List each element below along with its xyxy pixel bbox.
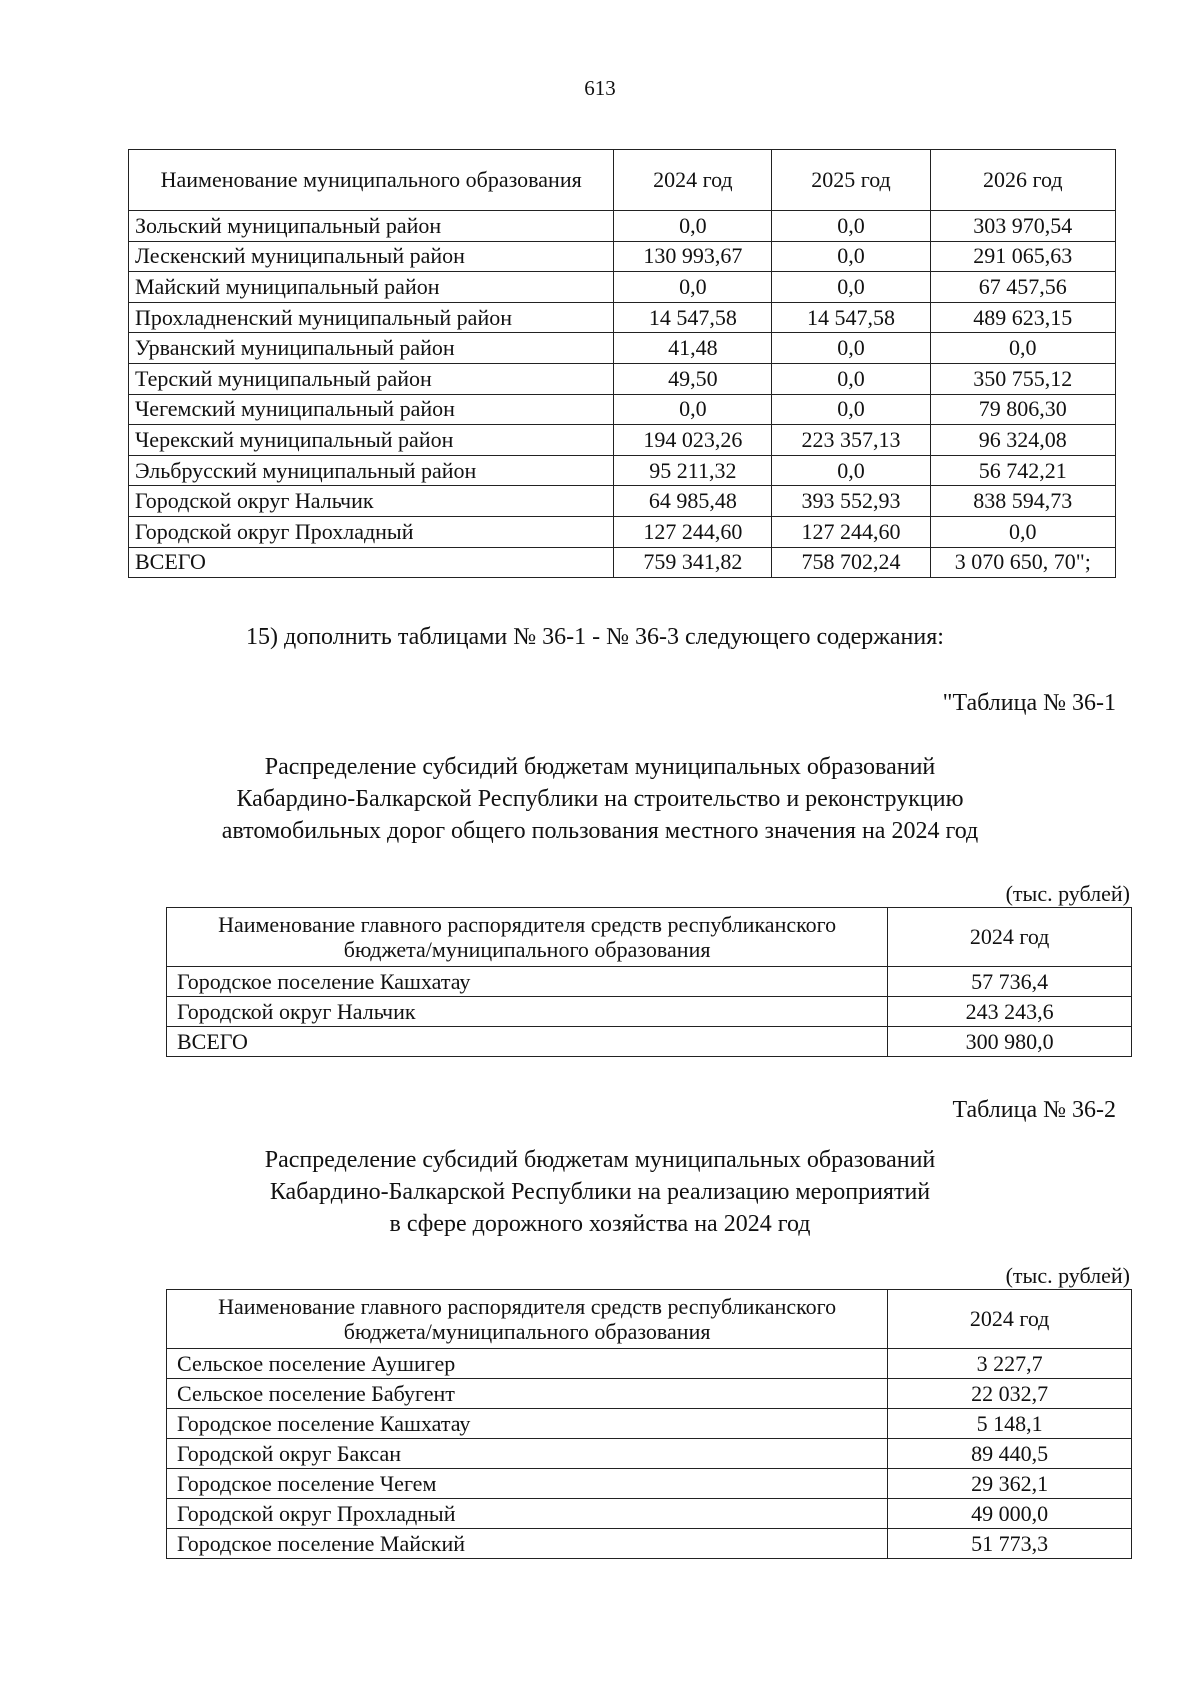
header-administrator: Наименование главного распорядителя средств республиканского бюджета/муниципального образования: [167, 908, 888, 967]
row-value-cell: 0,0: [772, 455, 930, 486]
row-value-cell: 303 970,54: [930, 211, 1115, 242]
row-value-cell: 96 324,08: [930, 425, 1115, 456]
row-value-cell: 41,48: [614, 333, 772, 364]
table-row: [167, 1469, 1132, 1499]
row-name-cell: Чегемский муниципальный район: [129, 394, 614, 425]
paragraph-15: 15) дополнить таблицами № 36-1 - № 36-3 следующего содержания:: [246, 624, 944, 650]
caption-line: Кабардино-Балкарской Республики на реализацию мероприятий: [269, 1179, 931, 1205]
table-row: [167, 997, 1132, 1027]
row-value-cell: 89 440,5: [888, 1439, 1132, 1469]
table-row: [167, 1027, 1132, 1057]
page-number: 613: [584, 76, 616, 100]
row-value-cell: 0,0: [930, 516, 1115, 547]
header-administrator: Наименование главного распорядителя средств республиканского бюджета/муниципального образования: [167, 1290, 888, 1349]
row-name-cell: Сельское поселение Аушигер: [167, 1349, 888, 1379]
row-value-cell: 194 023,26: [614, 425, 772, 456]
table-header-row: [129, 150, 1116, 211]
table-row: [129, 455, 1116, 486]
table-municipal-2024-2026: [128, 149, 1116, 578]
row-name-cell: Зольский муниципальный район: [129, 211, 614, 242]
table-36-2-unit: (тыс. рублей): [1005, 1263, 1130, 1288]
row-name-cell: Городской округ Нальчик: [129, 486, 614, 517]
row-value-cell: 0,0: [772, 241, 930, 272]
row-name-cell: Сельское поселение Бабугент: [167, 1379, 888, 1409]
row-name-cell: Терский муниципальный район: [129, 363, 614, 394]
row-name-cell: Городской округ Прохладный: [167, 1499, 888, 1529]
row-value-cell: 0,0: [614, 211, 772, 242]
table-row: [129, 486, 1116, 517]
row-value-cell: 0,0: [772, 272, 930, 303]
table-36-2-label: Таблица № 36-2: [952, 1097, 1116, 1123]
caption-line: Распределение субсидий бюджетам муниципальных образований: [264, 1147, 936, 1173]
row-value-cell: 758 702,24: [772, 547, 930, 578]
table-row: [129, 241, 1116, 272]
table-36-2-caption: [0, 1144, 1200, 1240]
row-value-cell: 243 243,6: [888, 997, 1132, 1027]
row-value-cell: 223 357,13: [772, 425, 930, 456]
row-value-cell: 67 457,56: [930, 272, 1115, 303]
row-value-cell: 14 547,58: [772, 302, 930, 333]
row-value-cell: 95 211,32: [614, 455, 772, 486]
header-2024: 2024 год: [614, 150, 772, 211]
header-2024: 2024 год: [888, 908, 1132, 967]
row-value-cell: 291 065,63: [930, 241, 1115, 272]
table-row: [129, 516, 1116, 547]
header-2025: 2025 год: [772, 150, 930, 211]
row-name-cell: Майский муниципальный район: [129, 272, 614, 303]
row-name-cell: Прохладненский муниципальный район: [129, 302, 614, 333]
row-value-cell: 0,0: [772, 211, 930, 242]
table-row: [129, 425, 1116, 456]
table-row: [129, 333, 1116, 364]
header-municipality: Наименование муниципального образования: [129, 150, 614, 211]
row-name-cell: Урванский муниципальный район: [129, 333, 614, 364]
row-value-cell: 57 736,4: [888, 967, 1132, 997]
row-value-cell: 64 985,48: [614, 486, 772, 517]
row-name-cell: ВСЕГО: [167, 1027, 888, 1057]
row-name-cell: Городское поселение Чегем: [167, 1469, 888, 1499]
table-36-1-unit: (тыс. рублей): [1005, 881, 1130, 906]
row-name-cell: Черекский муниципальный район: [129, 425, 614, 456]
row-value-cell: 51 773,3: [888, 1529, 1132, 1559]
row-value-cell: 838 594,73: [930, 486, 1115, 517]
row-name-cell: Эльбрусский муниципальный район: [129, 455, 614, 486]
table-row: [167, 1409, 1132, 1439]
table-row: [167, 1349, 1132, 1379]
row-value-cell: 393 552,93: [772, 486, 930, 517]
row-value-cell: 0,0: [772, 333, 930, 364]
row-value-cell: 49 000,0: [888, 1499, 1132, 1529]
row-value-cell: 300 980,0: [888, 1027, 1132, 1057]
row-name-cell: Городское поселение Кашхатау: [167, 967, 888, 997]
table-row: [129, 302, 1116, 333]
row-value-cell: 0,0: [614, 272, 772, 303]
row-name-cell: Лескенский муниципальный район: [129, 241, 614, 272]
row-value-cell: 350 755,12: [930, 363, 1115, 394]
row-name-cell: Городской округ Прохладный: [129, 516, 614, 547]
row-value-cell: 49,50: [614, 363, 772, 394]
table-row: [129, 363, 1116, 394]
row-name-cell: Городское поселение Майский: [167, 1529, 888, 1559]
row-value-cell: 0,0: [772, 363, 930, 394]
caption-line: автомобильных дорог общего пользования местного значения на 2024 год: [221, 818, 979, 844]
caption-line: в сфере дорожного хозяйства на 2024 год: [389, 1211, 811, 1237]
table-row: [129, 394, 1116, 425]
row-name-cell: Городской округ Нальчик: [167, 997, 888, 1027]
row-name-cell: Городское поселение Кашхатау: [167, 1409, 888, 1439]
table-row: [167, 1379, 1132, 1409]
table-36-1-label: "Таблица № 36-1: [942, 690, 1116, 716]
table-row: [167, 1439, 1132, 1469]
header-2026: 2026 год: [930, 150, 1115, 211]
row-value-cell: 489 623,15: [930, 302, 1115, 333]
row-value-cell: 79 806,30: [930, 394, 1115, 425]
table-36-1: [166, 907, 1132, 1057]
table-row: [167, 967, 1132, 997]
table-36-2: [166, 1289, 1132, 1559]
table-row: [129, 211, 1116, 242]
row-value-cell: 5 148,1: [888, 1409, 1132, 1439]
row-value-cell: 56 742,21: [930, 455, 1115, 486]
row-value-cell: 127 244,60: [614, 516, 772, 547]
table-header-row: [167, 908, 1132, 967]
row-value-cell: 22 032,7: [888, 1379, 1132, 1409]
table-row: [167, 1499, 1132, 1529]
row-value-cell: 0,0: [772, 394, 930, 425]
table-row: [129, 272, 1116, 303]
row-value-cell: 29 362,1: [888, 1469, 1132, 1499]
row-name-cell: ВСЕГО: [129, 547, 614, 578]
row-value-cell: 0,0: [930, 333, 1115, 364]
row-value-cell: 3 070 650, 70";: [930, 547, 1115, 578]
row-value-cell: 127 244,60: [772, 516, 930, 547]
table-row: [167, 1529, 1132, 1559]
caption-line: Кабардино-Балкарской Республики на строительство и реконструкцию: [236, 786, 964, 812]
table-header-row: [167, 1290, 1132, 1349]
row-value-cell: 14 547,58: [614, 302, 772, 333]
caption-line: Распределение субсидий бюджетам муниципальных образований: [264, 754, 936, 780]
table-36-1-caption: [0, 751, 1200, 847]
row-value-cell: 759 341,82: [614, 547, 772, 578]
row-value-cell: 0,0: [614, 394, 772, 425]
table-row: [129, 547, 1116, 578]
row-value-cell: 3 227,7: [888, 1349, 1132, 1379]
row-name-cell: Городской округ Баксан: [167, 1439, 888, 1469]
row-value-cell: 130 993,67: [614, 241, 772, 272]
header-2024: 2024 год: [888, 1290, 1132, 1349]
